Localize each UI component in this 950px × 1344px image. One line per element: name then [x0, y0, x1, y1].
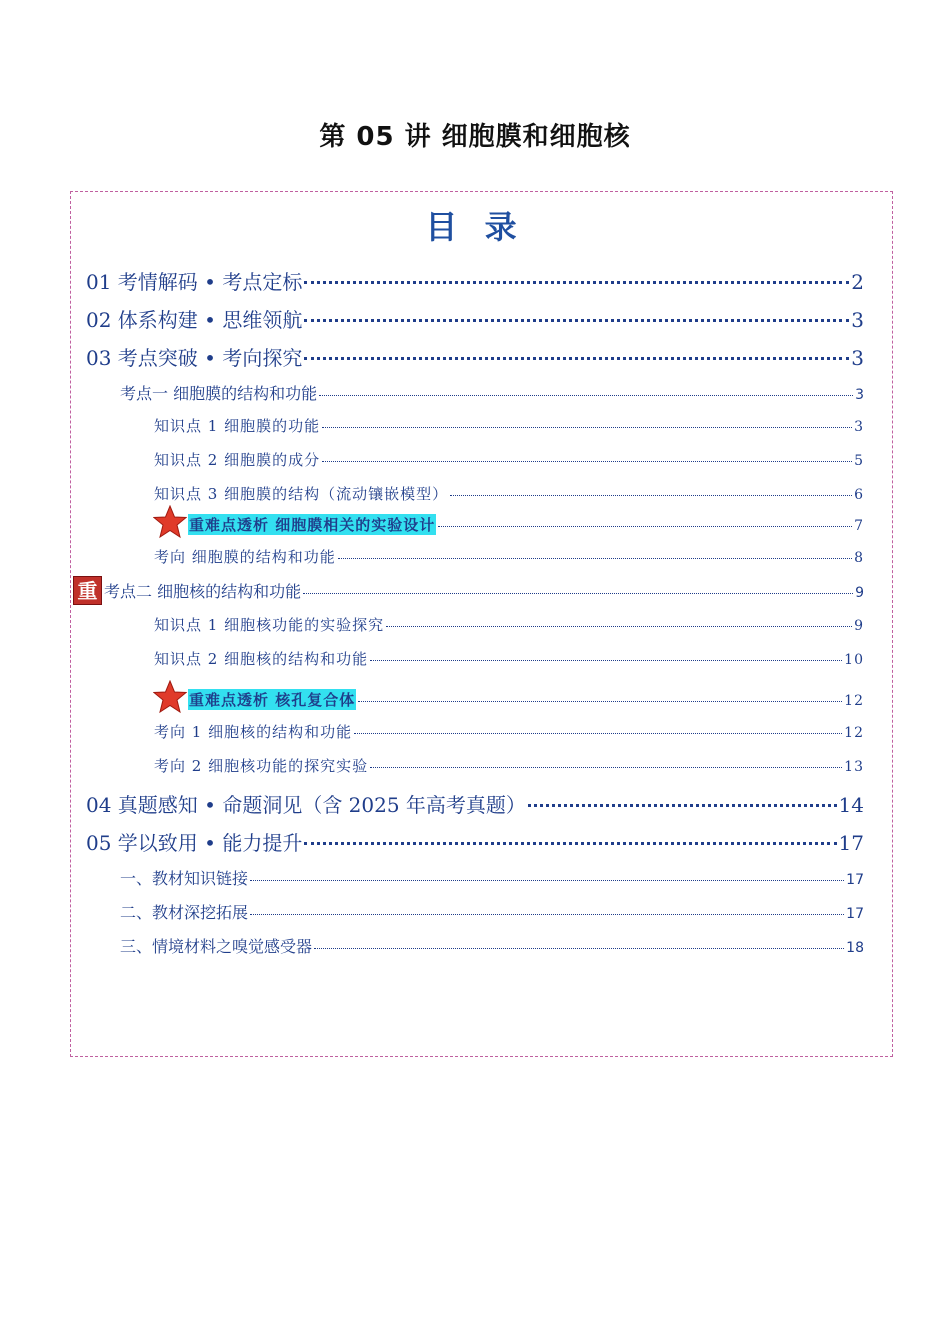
toc-entry-page: 3	[855, 387, 864, 403]
toc-entry[interactable]	[0, 449, 950, 470]
toc-entry[interactable]	[0, 900, 950, 923]
toc-entry-label: 考点一 细胞膜的结构和功能	[120, 384, 318, 403]
toc-entry-label: 重难点透析 核孔复合体	[189, 691, 356, 709]
toc-entry-label: 知识点 1 细胞膜的功能	[154, 417, 321, 435]
toc-entry-label: 04 真题感知 • 命题洞见（含 2025 年高考真题）	[86, 793, 526, 817]
toc-entry-label: 03 考点突破 • 考向探究	[86, 346, 303, 370]
dot-leader	[528, 803, 837, 807]
dot-leader	[304, 280, 849, 284]
toc-entry[interactable]	[0, 483, 950, 504]
toc-entry[interactable]	[0, 934, 950, 957]
dot-leader	[338, 557, 852, 559]
toc-entry[interactable]	[0, 342, 950, 371]
toc-entry[interactable]	[0, 648, 950, 669]
dot-leader	[303, 592, 853, 594]
toc-entry-label: 考点二 细胞核的结构和功能	[104, 582, 302, 601]
dot-leader	[304, 841, 836, 845]
toc-entry[interactable]	[0, 546, 950, 567]
toc-entry-page: 8	[854, 550, 864, 566]
toc-entry-page: 6	[854, 487, 864, 503]
key-point-badge: 重	[73, 576, 102, 605]
toc-entry-page: 17	[838, 831, 864, 855]
toc-entry[interactable]	[0, 614, 950, 635]
toc-entry-label: 知识点 2 细胞膜的成分	[154, 451, 321, 469]
dot-leader	[370, 659, 842, 661]
toc-entry-page: 12	[844, 693, 864, 709]
toc-entry[interactable]	[0, 789, 950, 818]
toc-entry-page: 7	[854, 518, 864, 534]
dot-leader	[358, 700, 842, 702]
toc-entry[interactable]	[0, 579, 950, 602]
toc-entry[interactable]	[0, 721, 950, 742]
dot-leader	[354, 732, 842, 734]
toc-entry[interactable]	[0, 304, 950, 333]
toc-entry-label: 知识点 2 细胞核的结构和功能	[154, 650, 369, 668]
toc-entry-label: 二、教材深挖拓展	[120, 903, 249, 922]
dot-leader	[450, 494, 852, 496]
dot-leader	[386, 625, 852, 627]
dot-leader	[322, 460, 852, 462]
toc-entry[interactable]	[0, 827, 950, 856]
dot-leader	[304, 356, 849, 360]
page-title: 第 05 讲 细胞膜和细胞核	[319, 122, 631, 152]
toc-entry-label: 知识点 3 细胞膜的结构（流动镶嵌模型）	[154, 485, 449, 503]
toc-entry-page: 5	[854, 453, 864, 469]
dot-leader	[304, 318, 849, 322]
toc-entry-label: 知识点 1 细胞核功能的实验探究	[154, 616, 385, 634]
toc-entry-page: 14	[838, 793, 864, 817]
toc-entry-label: 考向 1 细胞核的结构和功能	[154, 723, 353, 741]
toc-entry-label: 一、教材知识链接	[120, 869, 249, 888]
toc-entry[interactable]	[0, 415, 950, 436]
toc-entry[interactable]	[0, 381, 950, 404]
toc-entry-page: 18	[846, 940, 864, 956]
toc-entry-label: 考向 2 细胞核功能的探究实验	[154, 757, 369, 775]
toc-entry-label: 01 考情解码 • 考点定标	[86, 270, 303, 294]
toc-entry[interactable]	[0, 266, 950, 295]
toc-entry-label: 05 学以致用 • 能力提升	[86, 831, 303, 855]
toc-entry-page: 3	[851, 308, 864, 332]
dot-leader	[438, 525, 852, 527]
toc-entry-page: 12	[844, 725, 864, 741]
toc-entry-page: 3	[854, 419, 864, 435]
dot-leader	[319, 394, 853, 396]
dot-leader	[314, 947, 844, 949]
toc-entry-page: 2	[851, 270, 864, 294]
toc-entry-page: 17	[846, 872, 864, 888]
toc-entry-page: 13	[844, 759, 864, 775]
dot-leader	[250, 879, 844, 881]
toc-entry-label: 重难点透析 细胞膜相关的实验设计	[189, 516, 436, 534]
toc-entry-page: 3	[851, 346, 864, 370]
toc-entry-page: 9	[855, 585, 864, 601]
toc-entry-label: 三、情境材料之嗅觉感受器	[120, 937, 313, 956]
dot-leader	[322, 426, 852, 428]
toc-entry[interactable]	[0, 866, 950, 889]
toc-heading: 目 录	[425, 208, 525, 246]
toc-entry[interactable]	[0, 755, 950, 776]
toc-entry-label: 考向 细胞膜的结构和功能	[154, 548, 336, 566]
toc-entry-label: 02 体系构建 • 思维领航	[86, 308, 303, 332]
dot-leader	[250, 913, 844, 915]
toc-entry-page: 17	[846, 906, 864, 922]
toc-entry[interactable]	[0, 689, 950, 710]
toc-entry-page: 10	[844, 652, 864, 668]
toc-entry[interactable]	[0, 514, 950, 535]
toc-entry-page: 9	[854, 618, 864, 634]
dot-leader	[370, 766, 842, 768]
